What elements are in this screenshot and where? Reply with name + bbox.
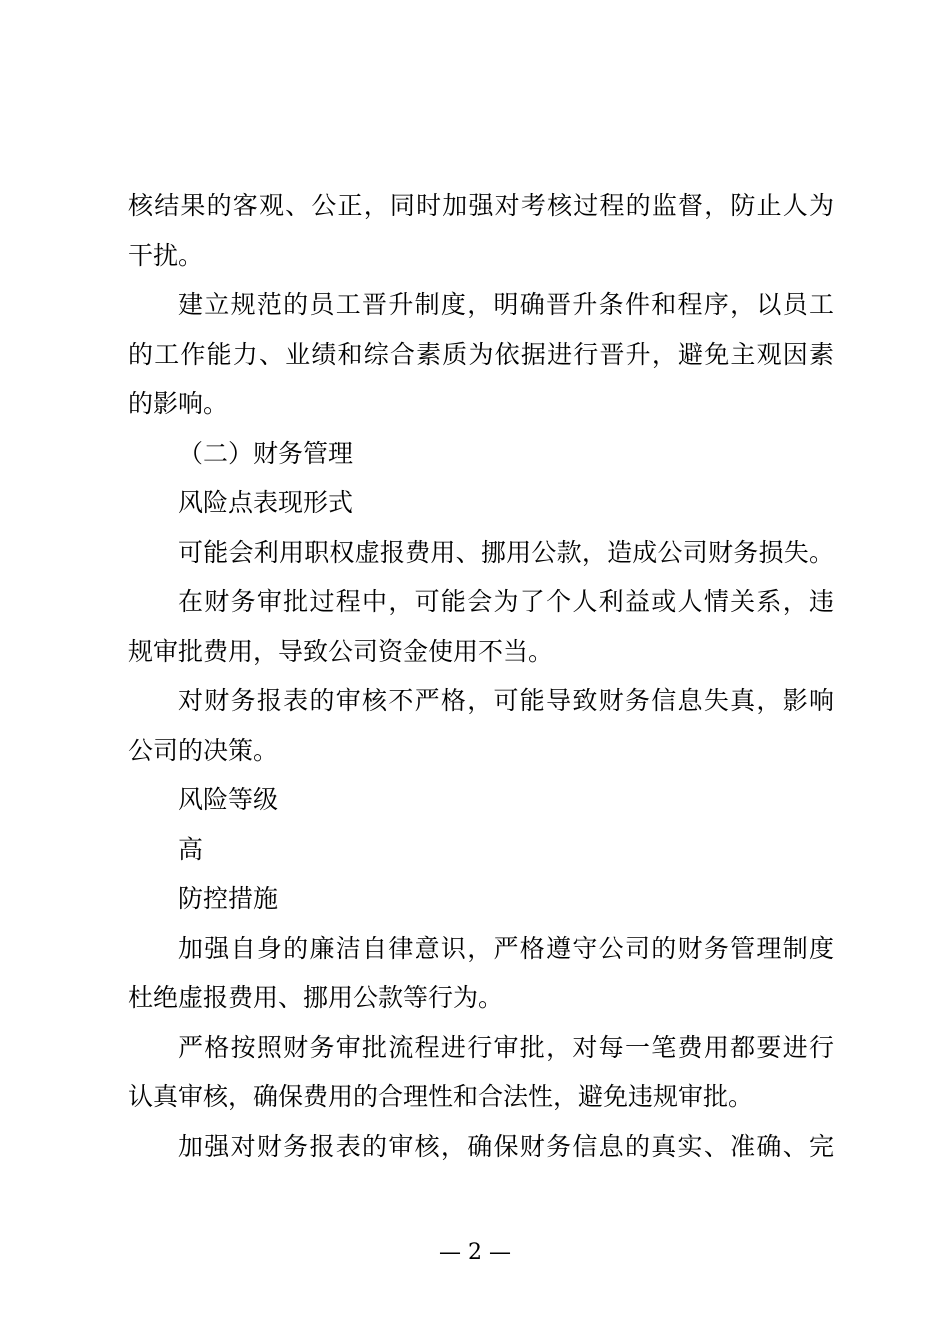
text-line: 严格按照财务审批流程进行审批，对每一笔费用都要进行 [178, 1032, 834, 1062]
text-line: 建立规范的员工晋升制度，明确晋升条件和程序，以员工 [178, 290, 834, 319]
risk-level-value: 高 [178, 834, 204, 864]
text-line: 可能会利用职权虚报费用、挪用公款，造成公司财务损失。 [178, 537, 834, 567]
text-line: 在财务审批过程中，可能会为了个人利益或人情关系，违 [178, 587, 834, 616]
body-text [128, 181, 834, 1171]
text-line: 加强自身的廉洁自律意识，严格遵守公司的财务管理制度 [178, 933, 834, 963]
text-line: 公司的决策。 [128, 735, 279, 765]
text-line: 认真审核，确保费用的合理性和合法性，避免违规审批。 [128, 1082, 754, 1111]
text-line: 对财务报表的审核不严格，可能导致财务信息失真，影响 [178, 686, 834, 715]
page-number: — 2 — [439, 1240, 511, 1265]
subheading: 风险等级 [178, 785, 279, 814]
subheading: 防控措施 [178, 884, 279, 913]
text-line: 的工作能力、业绩和综合素质为依据进行晋升，避免主观因素 [128, 339, 834, 369]
text-line: 干扰。 [128, 240, 204, 270]
section-heading: （二）财务管理 [178, 438, 354, 468]
text-line: 的影响。 [128, 389, 229, 418]
text-line: 核结果的客观、公正，同时加强对考核过程的监督，防止人为 [128, 191, 834, 220]
subheading: 风险点表现形式 [178, 488, 354, 517]
text-line: 杜绝虚报费用、挪用公款等行为。 [128, 983, 504, 1012]
text-line: 规审批费用，导致公司资金使用不当。 [128, 636, 554, 666]
text-line: 加强对财务报表的审核，确保财务信息的真实、准确、完 [178, 1131, 834, 1161]
